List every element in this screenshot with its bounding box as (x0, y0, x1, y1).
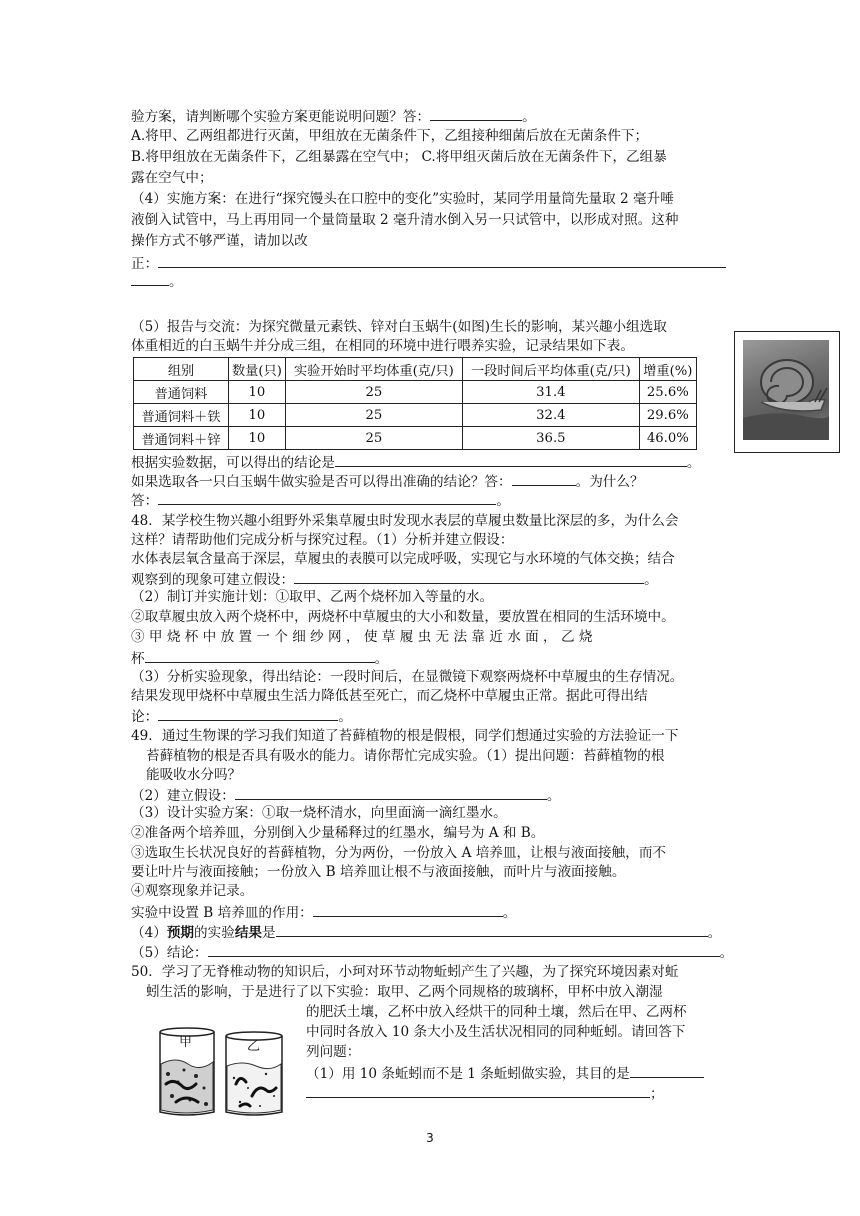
text: 。 (686, 455, 701, 471)
text: （5）结论： (131, 945, 208, 961)
table-cell: 25 (285, 381, 462, 404)
table-cell: 46.0% (639, 427, 696, 450)
q50-line: 蚓生活的影响，于是进行了以下实验：取甲、乙两个同规格的玻璃杯，甲杯中放入潮湿 (146, 984, 663, 1000)
q49-line: ②准备两个培养皿，分别倒入少量稀释过的红墨水，编号为 A 和 B。 (131, 825, 545, 841)
q48-beaker-b (131, 648, 731, 669)
table-cell: 普通饲料＋铁 (134, 404, 229, 427)
answer-blank[interactable] (158, 706, 338, 721)
text: 。 (502, 905, 517, 921)
jar-b-label: 乙 (247, 1038, 261, 1053)
q50-line: 50．学习了无脊椎动物的知识后，小珂对环节动物蚯蚓产生了兴趣，为了探究环境因素对蚯 (131, 964, 679, 980)
q48-line: （2）制订并实施计划：①取甲、乙两个烧杯加入等量的水。 (131, 589, 494, 605)
answer-blank[interactable] (512, 471, 576, 486)
text: 的实验 (194, 925, 235, 941)
text: 。 (719, 945, 734, 961)
snail-figure (734, 331, 840, 453)
answer-blank[interactable] (630, 1063, 704, 1078)
q47-part4: 操作方式不够严谨，请加以改 (131, 233, 308, 249)
table-cell: 25.6% (639, 381, 696, 404)
q47-part4: 液倒入试管中，马上再用同一个量筒量取 2 毫升清水倒入另一只试管中，以形成对照。这种 (131, 212, 679, 228)
q50-line: 中同时各放入 10 条大小及生活状况相同的同种蚯蚓。请回答下 (306, 1024, 686, 1040)
q47-part4-answer-cont (131, 271, 731, 292)
table-header: 一段时间后平均体重(克/只) (462, 358, 639, 381)
q48-hypothesis (131, 569, 731, 590)
table-row (134, 427, 697, 450)
option-bc: B.将甲组放在无菌条件下，乙组暴露在空气中； C.将甲组灭菌后放在无菌条件下，乙组暴 (131, 149, 667, 165)
table-cell: 36.5 (462, 427, 639, 450)
q48-line: 水体表层氧含量高于深层，草履虫的表膜可以完成呼吸，实现它与水环境的气体交换；结合 (131, 551, 675, 567)
text: 验方案，请判断哪个实验方案更能说明问题？答： (131, 109, 431, 125)
table-header-row (134, 358, 697, 381)
q49-hypothesis (131, 785, 731, 806)
q49-b-role (131, 902, 731, 923)
text: 。 (644, 572, 658, 588)
table-header: 组别 (134, 358, 229, 381)
table-row (134, 404, 697, 427)
table-cell: 25 (285, 404, 462, 427)
q50-part1 (306, 1063, 736, 1084)
option-c-cont: 露在空气中； (131, 170, 213, 186)
answer-line (131, 490, 731, 511)
text: 。 (338, 709, 352, 725)
text: 是 (262, 925, 276, 941)
page-number: 3 (426, 1131, 434, 1145)
text: 根据实验数据，可以得出的结论是 (131, 455, 335, 471)
table-header: 数量(只) (229, 358, 286, 381)
snail-photo (743, 340, 829, 440)
q49-conclusion (131, 942, 734, 963)
q48-line: ②取草履虫放入两个烧杯中，两烧杯中草履虫的大小和数量，要放置在相同的生活环境中。 (131, 609, 675, 625)
text: （4） (131, 925, 167, 941)
q49-expected-result (131, 922, 731, 943)
text: 。 (522, 109, 536, 125)
table-cell: 29.6% (639, 404, 696, 427)
jar-a-label: 甲 (179, 1034, 193, 1049)
q49-line: 49．通过生物课的学习我们知道了苔藓植物的根是假根，同学们想通过实验的方法验证一下 (131, 728, 679, 744)
answer-blank[interactable] (306, 1083, 650, 1098)
text: 预期 (166, 925, 195, 941)
q47-part5: 体重相近的白玉蜗牛并分成三组，在相同的环境中进行喂养实验，记录结果如下表。 (131, 338, 634, 354)
q49-line: ④观察现象并记录。 (131, 883, 254, 899)
answer-blank[interactable] (158, 490, 496, 505)
text: 。 (374, 651, 389, 667)
earthworm-jars-figure (156, 1026, 292, 1118)
snail-icon (743, 340, 829, 440)
answer-blank[interactable] (235, 785, 547, 800)
snail-data-table (133, 357, 697, 450)
text: （1）用 10 条蚯蚓而不是 1 条蚯蚓做实验，其目的是 (306, 1066, 630, 1082)
q48-line: ③ 甲 烧 杯 中 放 置 一 个 细 纱 网 ， 使 草 履 虫 无 法 靠 近 水 面 ， 乙 烧 (131, 629, 593, 645)
answer-blank[interactable] (145, 648, 375, 663)
q49-line: ③选取生长状况良好的苔藓植物，分为两份，一份放入 A 培养皿，让根与液面接触，而不 (131, 845, 667, 861)
text: 杯 (131, 651, 145, 667)
table-cell: 普通饲料 (134, 381, 229, 404)
table-cell: 普通饲料＋锌 (134, 427, 229, 450)
q48-line: （3）分析实验现象，得出结论：一段时间后，在显微镜下观察两烧杯中草履虫的生存情况。 (131, 669, 684, 685)
q48-line: 48．某学校生物兴趣小组野外采集草履虫时发现水表层的草履虫数量比深层的多，为什么会 (131, 513, 679, 529)
answer-blank[interactable] (430, 106, 522, 121)
table-cell: 32.4 (462, 404, 639, 427)
text: ； (650, 1086, 664, 1102)
text: 如果选取各一只白玉蜗牛做实验是否可以得出准确的结论？答： (131, 474, 512, 490)
answer-blank[interactable] (131, 271, 169, 286)
text: 。 (707, 925, 722, 941)
q50-line: 的肥沃土壤，乙杯中放入经烘干的同种土壤，然后在甲、乙两杯 (306, 1004, 687, 1020)
answer-blank[interactable] (335, 452, 687, 467)
q47-part4: （4）实施方案：在进行“探究馒头在口腔中的变化”实验时，某同学用量筒先量取 2 毫升唾 (131, 191, 674, 207)
conclusion-line (131, 452, 731, 473)
text: （2）建立假设： (131, 788, 235, 804)
text: 。为什么？ (575, 474, 644, 490)
q50-part1-cont (306, 1083, 736, 1104)
answer-blank[interactable] (313, 902, 503, 917)
table-header: 实验开始时平均体重(克/只) (285, 358, 462, 381)
text: 论： (131, 709, 159, 725)
q47-line (131, 106, 731, 127)
q49-line: 苔藓植物的根是否具有吸水的能力。请你帮忙完成实验。（1）提出问题：苔藓植物的根 (146, 748, 665, 764)
single-snail-question (131, 471, 731, 492)
text: 答： (131, 493, 159, 509)
answer-blank[interactable] (276, 922, 708, 937)
q48-conclusion (131, 706, 731, 727)
table-cell: 10 (229, 381, 286, 404)
table-cell: 31.4 (462, 381, 639, 404)
text: 。 (496, 493, 510, 509)
text: 观察到的现象可建立假设： (131, 572, 295, 588)
text: 。 (169, 274, 183, 290)
q50-line: 列问题： (306, 1044, 361, 1060)
q48-line: 这样？请帮助他们完成分析与探究过程。（1）分析并建立假设： (131, 532, 514, 548)
text: 。 (546, 788, 561, 804)
q49-line: 要让叶片与液面接触；一份放入 B 培养皿让根不与液面接触，而叶片与液面接触。 (131, 864, 626, 880)
table-header: 增重(%) (639, 358, 696, 381)
table-cell: 10 (229, 427, 286, 450)
option-a: A.将甲、乙两组都进行灭菌，甲组放在无菌条件下，乙组接种细菌后放在无菌条件下； (131, 128, 649, 144)
answer-blank[interactable] (158, 253, 726, 268)
table-cell: 10 (229, 404, 286, 427)
answer-blank[interactable] (208, 942, 720, 957)
q49-line: （3）设计实验方案：①取一烧杯清水，向里面滴一滴红墨水。 (131, 805, 507, 821)
text: 结果 (234, 925, 262, 941)
q49-line: 能吸收水分吗？ (146, 767, 242, 783)
text: 实验中设置 B 培养皿的作用： (131, 905, 313, 921)
q47-part5: （5）报告与交流：为探究微量元素铁、锌对白玉蜗牛(如图)生长的影响，某兴趣小组选取 (131, 319, 667, 335)
q48-line: 结果发现甲烧杯中草履虫生活力降低甚至死亡，而乙烧杯中草履虫正常。据此可得出结 (131, 688, 648, 704)
table-row (134, 381, 697, 404)
text: 正： (131, 256, 159, 272)
table-cell: 25 (285, 427, 462, 450)
answer-blank[interactable] (294, 569, 644, 584)
